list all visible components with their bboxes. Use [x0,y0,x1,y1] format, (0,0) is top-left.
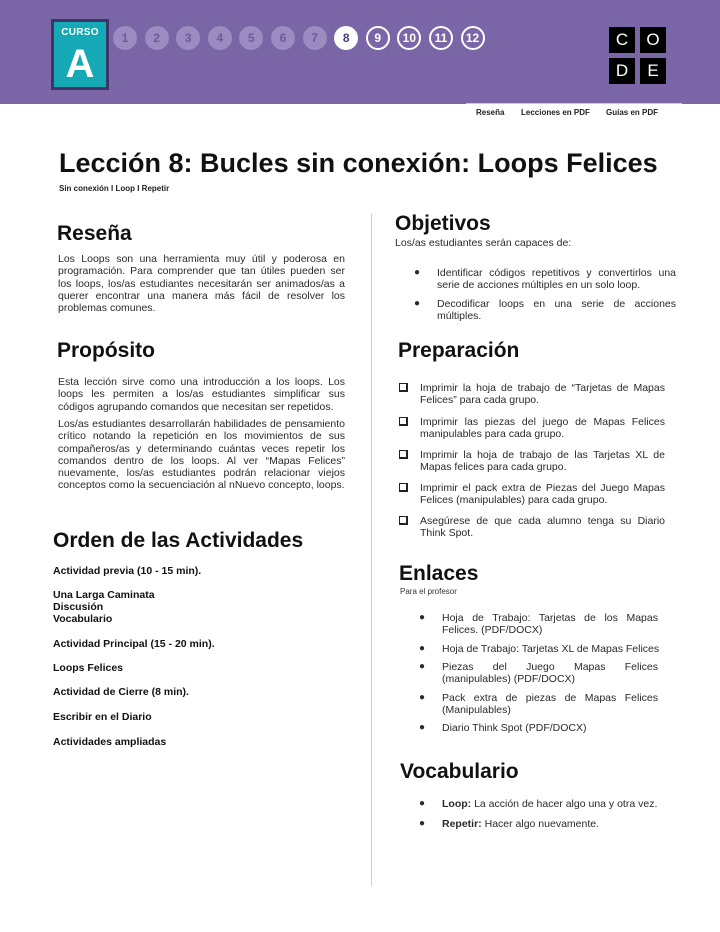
activity-wrapup: Actividad de Cierre (8 min). [53,686,189,698]
objetivo-item [414,298,676,323]
preparacion-heading: Preparación [398,339,520,362]
course-badge [51,19,109,90]
lesson-9-button[interactable]: 9 [366,26,390,50]
activity-journal: Escribir en el Diario [53,711,152,723]
checkbox-icon [399,383,408,392]
checkbox-icon [399,483,408,492]
logo-letter-c: C [609,27,635,53]
prep-text: Imprimir la hoja de trabajo de las Tarjetas XL de Mapas felices para cada grupo. [420,449,665,474]
prep-checklist-item [420,416,665,441]
link-text[interactable]: Piezas del Juego Mapas Felices (manipulables) (PDF/DOCX) [442,661,658,686]
proposito-heading: Propósito [57,339,155,362]
vocab-term: Repetir: [442,818,482,830]
checkbox-icon [399,516,408,525]
header-band [0,0,720,104]
nav-guides-pdf-link[interactable]: Guías en PDF [606,108,659,117]
lesson-5-button[interactable]: 5 [239,26,263,50]
nav-divider [466,103,682,104]
course-letter: A [65,42,95,86]
orden-heading: Orden de las Actividades [53,529,304,552]
logo-letter-o: O [640,27,666,53]
bullet-icon: ● [419,661,426,672]
column-divider [371,214,372,886]
lesson-8-button-current[interactable]: 8 [334,26,358,50]
vocab-term: Loop: [442,798,472,810]
link-text[interactable]: Hoja de Trabajo: Tarjetas XL de Mapas Felices [442,643,660,655]
link-item[interactable] [419,661,658,686]
bullet-icon: ● [419,643,426,654]
bullet-icon: ● [419,722,426,733]
nav-lessons-pdf-link[interactable]: Lecciones en PDF [521,108,590,117]
lesson-7-button[interactable]: 7 [303,26,327,50]
lesson-10-button[interactable]: 10 [397,26,421,50]
link-item[interactable] [419,692,658,717]
link-text[interactable]: Diario Think Spot (PDF/DOCX) [442,722,587,734]
activity-vocabulary: Vocabulario [53,613,113,625]
objetivos-intro: Los/as estudiantes serán capaces de: [395,237,572,249]
link-text[interactable]: Hoja de Trabajo: Tarjetas de los Mapas Felices. (PDF/DOCX) [442,612,658,637]
lesson-6-button[interactable]: 6 [271,26,295,50]
vocab-definition: Hacer algo nuevamente. [481,818,600,830]
vocab-item [419,798,682,810]
lesson-4-button[interactable]: 4 [208,26,232,50]
bullet-icon: ● [414,267,421,278]
lesson-12-button[interactable]: 12 [461,26,485,50]
bullet-icon: ● [419,612,426,623]
prep-text: Imprimir las piezas del juego de Mapas Felices manipulables para cada grupo. [420,416,665,441]
checkbox-icon [399,450,408,459]
activity-long-walk: Una Larga Caminata [53,589,155,601]
link-item[interactable] [419,722,658,734]
link-text[interactable]: Pack extra de piezas de Mapas Felices (Manipulables) [442,692,658,717]
prep-text: Asegúrese de que cada alumno tenga su Diario Think Spot. [420,515,665,540]
prep-text: Imprimir la hoja de trabajo de “Tarjetas de Mapas Felices” para cada grupo. [420,382,665,407]
lesson-1-button[interactable]: 1 [113,26,137,50]
prep-checklist-item [420,449,665,474]
objetivo-text: Identificar códigos repetitivos y convertirlos una serie de acciones múltiples en un solo loop. [437,267,676,292]
prep-checklist-item [420,482,665,507]
bullet-icon: ● [419,818,426,829]
enlaces-subtitle: Para el profesor [400,587,457,596]
nav-overview-link[interactable]: Reseña [476,108,505,117]
vocabulario-heading: Vocabulario [400,760,519,783]
proposito-paragraph-1: Esta lección sirve como una introducción a los loops. Los loops les permiten a los/as estudiantes simplificar sus códigos agrupando comandos que necesitan ser repetidos. [58,376,345,413]
activity-extended: Actividades ampliadas [53,736,167,748]
activity-happy-loops: Loops Felices [53,662,124,674]
course-label: CURSO [61,27,99,38]
page-title: Lección 8: Bucles sin conexión: Loops Felices [59,148,658,178]
vocab-item [419,818,682,830]
resena-heading: Reseña [57,222,132,245]
lesson-tags: Sin conexión I Loop I Repetir [59,184,170,193]
proposito-paragraph-2: Los/as estudiantes desarrollarán habilidades de pensamiento crítico notando la repetición en los movimientos de sus compañeros/as y determinando cuántas veces repetir los comandos dentro de los loops. Al ver “Mapas Felices” nuevamente, los/as estudiantes podrán relacionar viejos conceptos como la secuenciación al nNuevo concepto, loops. [58,418,345,492]
activity-main: Actividad Principal (15 - 20 min). [53,638,215,650]
logo-letter-e: E [640,58,666,84]
lesson-11-button[interactable]: 11 [429,26,453,50]
objetivo-text: Decodificar loops en una serie de acciones múltiples. [437,298,676,323]
activity-discussion: Discusión [53,601,104,613]
link-item[interactable] [419,612,658,637]
bullet-icon: ● [419,692,426,703]
prep-checklist-item [420,382,665,407]
logo-letter-d: D [609,58,635,84]
lesson-3-button[interactable]: 3 [176,26,200,50]
objetivo-item [414,267,676,292]
checkbox-icon [399,417,408,426]
vocab-definition: La acción de hacer algo una y otra vez. [471,798,658,810]
resena-text: Los Loops son una herramienta muy útil y poderosa en programación. Para comprender que tan útiles pueden ser los loops, los/as estudiantes necesitarán ser animados/as a querer encontrar una manera más fácil de resolver los problemas comunes. [58,253,345,315]
bullet-icon: ● [419,798,426,809]
code-logo [609,27,667,84]
lesson-number-nav [113,26,492,50]
objetivos-heading: Objetivos [395,212,491,235]
enlaces-heading: Enlaces [399,562,479,585]
bullet-icon: ● [414,298,421,309]
lesson-2-button[interactable]: 2 [145,26,169,50]
link-item[interactable] [419,643,682,655]
activity-warmup: Actividad previa (10 - 15 min). [53,565,202,577]
prep-checklist-item [420,515,665,540]
prep-text: Imprimir el pack extra de Piezas del Juego Mapas Felices (manipulables) para cada grupo. [420,482,665,507]
